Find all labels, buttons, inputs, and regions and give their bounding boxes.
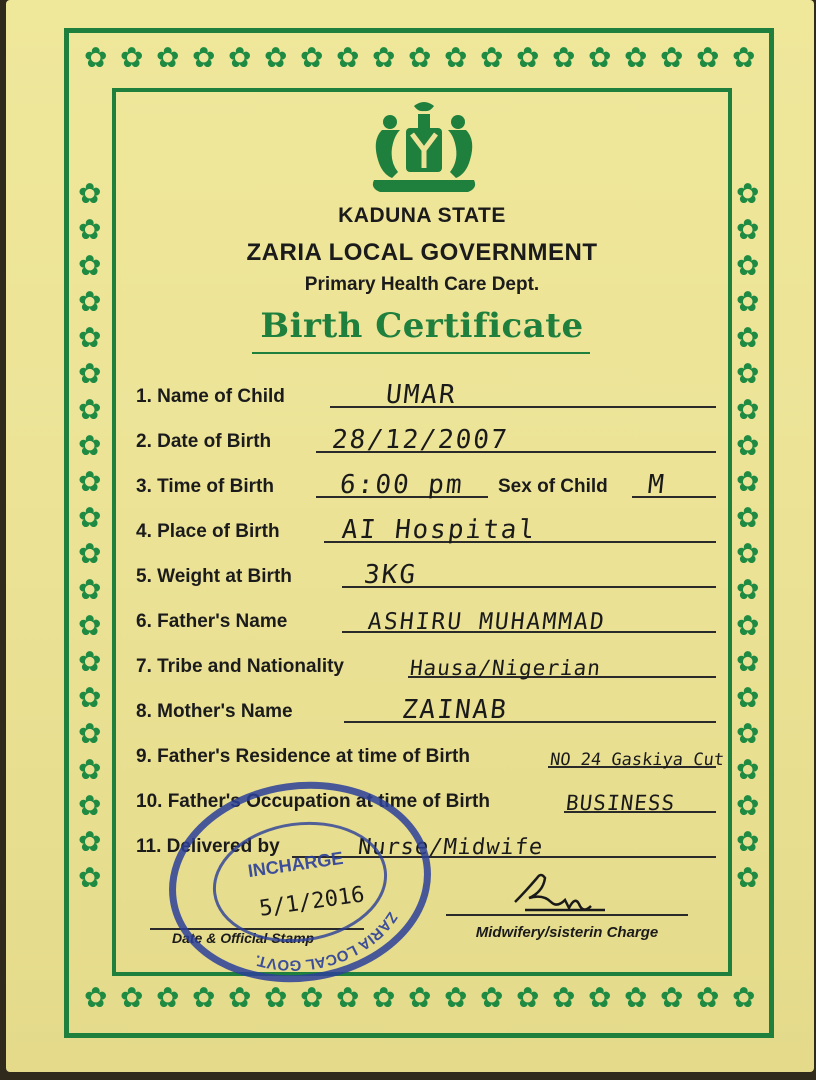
rosette-ornament-icon: ✿ [736,429,760,462]
field-row-tribe-nationality [136,652,716,682]
rosette-ornament-icon: ✿ [300,41,324,74]
rosette-ornament-icon: ✿ [78,357,102,390]
rosette-ornament-icon: ✿ [156,41,180,74]
rosette-ornament-icon: ✿ [736,285,760,318]
rosette-ornament-icon: ✿ [78,321,102,354]
field-value: AI Hospital [340,515,538,545]
rosette-ornament-icon: ✿ [372,981,396,1014]
rosette-ornament-icon: ✿ [228,981,252,1014]
rosette-ornament-icon: ✿ [736,249,760,282]
rosette-ornament-icon: ✿ [624,981,648,1014]
rosette-ornament-icon: ✿ [78,717,102,750]
field-row-name-of-child [136,382,716,412]
field-label: 11. Delivered by [136,836,280,857]
rosette-ornament-icon: ✿ [588,41,612,74]
sex-of-child-value: M [646,470,668,500]
coat-of-arms-icon [362,100,486,204]
rosette-ornament-icon: ✿ [732,41,756,74]
rosette-ornament-icon: ✿ [78,285,102,318]
rosette-ornament-icon: ✿ [588,981,612,1014]
state-heading: KADUNA STATE [338,204,506,227]
field-value: NO 24 Gaskiya Cut [548,750,726,770]
rosette-ornament-icon: ✿ [516,41,540,74]
field-row-date-of-birth [136,427,716,457]
field-value: 28/12/2007 [330,425,511,455]
field-value: 3KG [362,560,419,590]
rosette-ornament-icon: ✿ [78,393,102,426]
official-stamp-seal [146,754,454,1014]
rosette-ornament-icon: ✿ [444,981,468,1014]
rosette-ornament-icon: ✿ [736,825,760,858]
rosette-ornament-icon: ✿ [552,981,576,1014]
signature-icon [495,862,625,922]
rosette-ornament-icon: ✿ [336,981,360,1014]
rosette-ornament-icon: ✿ [660,41,684,74]
rosette-ornament-icon: ✿ [552,41,576,74]
certificate-title: Birth Certificate [260,306,584,346]
date-official-stamp-label: Date & Official Stamp [172,930,315,946]
rosette-ornament-icon: ✿ [78,213,102,246]
field-value: 6:00 pm [338,470,466,500]
rosette-ornament-icon: ✿ [78,753,102,786]
rosette-ornament-icon: ✿ [736,681,760,714]
field-label: 7. Tribe and Nationality [136,656,344,677]
rosette-ornament-icon: ✿ [78,465,102,498]
rosette-ornament-icon: ✿ [736,537,760,570]
rosette-ornament-icon: ✿ [84,981,108,1014]
rosette-ornament-icon: ✿ [736,213,760,246]
rosette-ornament-icon: ✿ [736,861,760,894]
midwife-label: Midwifery/sisterin Charge [475,924,659,941]
field-row-fathers-name [136,607,716,637]
rosette-ornament-icon: ✿ [480,981,504,1014]
rosette-ornament-icon: ✿ [156,981,180,1014]
field-value: BUSINESS [564,791,677,815]
field-value: Hausa/Nigerian [408,656,603,680]
stamp-incharge-text: INCHARGE [246,847,345,882]
rosette-ornament-icon: ✿ [78,249,102,282]
rosette-ornament-icon: ✿ [78,789,102,822]
rosette-ornament-icon: ✿ [736,321,760,354]
rosette-ornament-icon: ✿ [78,177,102,210]
rosette-ornament-icon: ✿ [120,41,144,74]
field-value: ASHIRU MUHAMMAD [366,609,608,635]
field-label: 4. Place of Birth [136,521,280,542]
midwife-signature-line [446,914,688,916]
rosette-ornament-icon: ✿ [696,981,720,1014]
sex-of-child-label: Sex of Child [498,476,608,497]
rosette-ornament-icon: ✿ [120,981,144,1014]
field-value: ZAINAB [400,695,510,725]
field-row-weight-at-birth [136,562,716,592]
rosette-ornament-icon: ✿ [736,717,760,750]
rosette-ornament-icon: ✿ [736,609,760,642]
rosette-ornament-icon: ✿ [78,861,102,894]
rosette-ornament-icon: ✿ [696,41,720,74]
rosette-ornament-icon: ✿ [78,681,102,714]
rosette-ornament-icon: ✿ [264,981,288,1014]
field-line [632,496,716,498]
rosette-ornament-icon: ✿ [336,41,360,74]
rosette-ornament-icon: ✿ [78,609,102,642]
rosette-ornament-icon: ✿ [84,41,108,74]
rosette-ornament-icon: ✿ [192,41,216,74]
field-label: 10. Father's Occupation at time of Birth [136,791,490,812]
rosette-ornament-icon: ✿ [736,357,760,390]
rosette-ornament-icon: ✿ [264,41,288,74]
field-row-mothers-name [136,697,716,727]
rosette-ornament-icon: ✿ [408,41,432,74]
stamp-ring-text: ZARIA LOCAL GOVT. [252,908,401,974]
rosette-ornament-icon: ✿ [192,981,216,1014]
rosette-ornament-icon: ✿ [78,825,102,858]
rosette-ornament-icon: ✿ [78,537,102,570]
field-value: Nurse/Midwife [356,835,545,860]
field-value: UMAR [384,380,459,410]
rosette-ornament-icon: ✿ [444,41,468,74]
stamp-date-text: 5/1/2016 [257,882,367,922]
department-heading: Primary Health Care Dept. [304,274,540,295]
rosette-ornament-icon: ✿ [736,501,760,534]
rosette-ornament-icon: ✿ [660,981,684,1014]
rosette-ornament-icon: ✿ [624,41,648,74]
rosette-ornament-icon: ✿ [78,501,102,534]
rosette-ornament-icon: ✿ [736,177,760,210]
rosette-ornament-icon: ✿ [736,645,760,678]
field-label: 6. Father's Name [136,611,288,632]
rosette-ornament-icon: ✿ [78,573,102,606]
rosette-ornament-icon: ✿ [732,981,756,1014]
rosette-ornament-icon: ✿ [408,981,432,1014]
field-label: 1. Name of Child [136,386,285,407]
field-row-fathers-residence [136,742,744,772]
rosette-ornament-icon: ✿ [372,41,396,74]
rosette-ornament-icon: ✿ [480,41,504,74]
field-row-time-of-birth [136,472,716,502]
field-label: 2. Date of Birth [136,431,272,452]
rosette-ornament-icon: ✿ [300,981,324,1014]
rosette-ornament-icon: ✿ [736,393,760,426]
rosette-ornament-icon: ✿ [736,789,760,822]
rosette-ornament-icon: ✿ [736,753,760,786]
rosette-ornament-icon: ✿ [736,573,760,606]
rosette-ornament-icon: ✿ [78,429,102,462]
field-row-place-of-birth [136,517,716,547]
lga-heading: ZARIA LOCAL GOVERNMENT [246,239,598,266]
rosette-ornament-icon: ✿ [78,645,102,678]
title-underline [252,352,590,354]
field-label: 8. Mother's Name [136,701,293,722]
rosette-ornament-icon: ✿ [736,465,760,498]
rosette-ornament-icon: ✿ [516,981,540,1014]
rosette-ornament-icon: ✿ [228,41,252,74]
field-label: 5. Weight at Birth [136,566,292,587]
field-label: 9. Father's Residence at time of Birth [136,746,470,767]
field-label: 3. Time of Birth [136,476,274,497]
